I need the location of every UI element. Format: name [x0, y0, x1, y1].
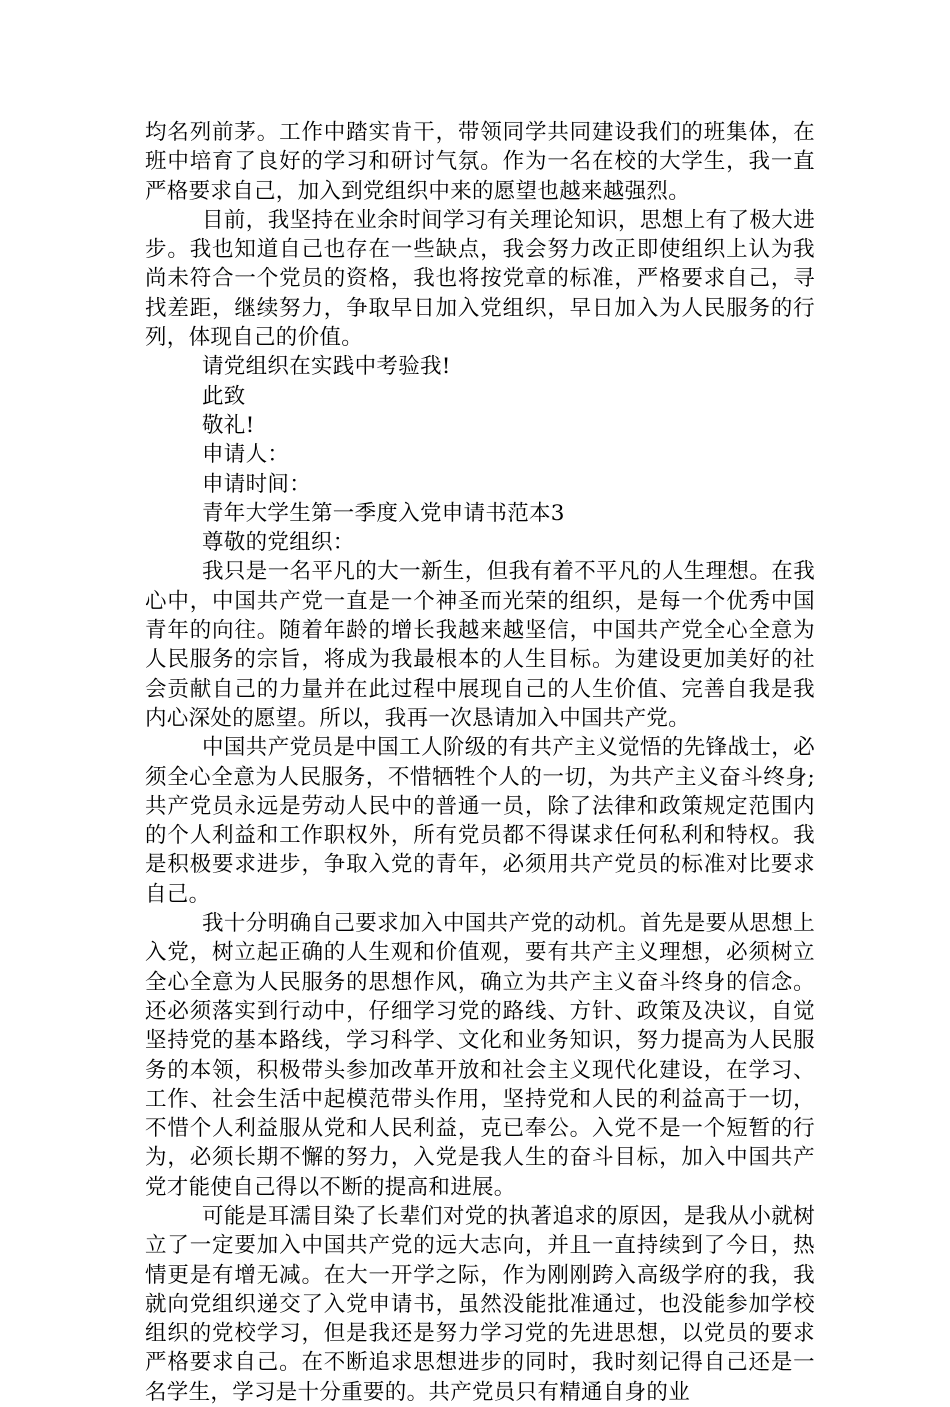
greeting: 尊敬的党组织： — [202, 530, 355, 556]
paragraph-ideal: 我只是一名平凡的大一新生，但我有着不平凡的人生理想。在我心中，中国共产党一直是一个神圣而光荣的组织，是每一个优秀中国青年的向往。随着年龄的增长我越来越坚信，中国共产党全心全意为人民服务的宗旨，将成为我最根本的人生目标。为建设更加美好的社会贡献自己的力量并在此过程中展现自己的人生价值、完善自我是我内心深处的愿望。所以，我再一次恳请加入中国共产党。 — [145, 559, 815, 731]
paragraph-continuation: 均名列前茅。工作中踏实肯干，带领同学共同建设我们的班集体，在班中培育了良好的学习和研讨气氛。作为一名在校的大学生，我一直严格要求自己，加入到党组织中来的愿望也越来越强烈。 — [145, 120, 815, 204]
application-date-label: 申请时间： — [202, 471, 312, 497]
applicant-label: 申请人： — [202, 442, 290, 468]
closing-respect: 敬礼! — [202, 412, 255, 438]
paragraph-study-progress: 目前，我坚持在业余时间学习有关理论知识，思想上有了极大进步。我也知道自己也存在一些缺点，我会努力改正即使组织上认为我尚未符合一个党员的资格，我也将按党章的标准，严格要求自己，寻找差距，继续努力，争取早日加入党组织，早日加入为人民服务的行列，体现自己的价值。 — [145, 207, 815, 351]
closing-salutation: 此致 — [202, 383, 246, 409]
section-title: 青年大学生第一季度入党申请书范本3 — [202, 500, 565, 526]
paragraph-party-member: 中国共产党员是中国工人阶级的有共产主义觉悟的先锋战士，必须全心全意为人民服务，不惜牺牲个人的一切，为共产主义奋斗终身;共产党员永远是劳动人民中的普通一员，除了法律和政策规定范围内的个人利益和工作职权外，所有党员都不得谋求任何私利和特权。我是积极要求进步，争取入党的青年，必须用共产党员的标准对比要求自己。 — [145, 735, 815, 907]
document-page — [145, 118, 815, 1407]
paragraph-request-test: 请党组织在实践中考验我! — [202, 354, 451, 380]
paragraph-aspiration: 可能是耳濡目染了长辈们对党的执著追求的原因，是我从小就树立了一定要加入中国共产党的远大志向，并且一直持续到了今日，热情更是有增无减。在大一开学之际，作为刚刚跨入高级学府的我，我就向党组织递交了入党申请书，虽然没能批准通过，也没能参加学校组织的党校学习，但是我还是努力学习党的先进思想，以党员的要求严格要求自己。在不断追求思想进步的同时，我时刻记得自己还是一名学生，学习是十分重要的。共产党员只有精通自身的业 — [145, 1203, 815, 1405]
paragraph-motivation: 我十分明确自己要求加入中国共产党的动机。首先是要从思想上入党，树立起正确的人生观和价值观，要有共产主义理想，必须树立全心全意为人民服务的思想作风，确立为共产主义奋斗终身的信念。还必须落实到行动中，仔细学习党的路线、方针、政策及决议，自觉坚持党的基本路线，学习科学、文化和业务知识，努力提高为人民服务的本领，积极带头参加改革开放和社会主义现代化建设，在学习、工作、社会生活中起模范带头作用，坚持党和人民的利益高于一切，不惜个人利益服从党和人民利益，克已奉公。入党不是一个短暂的行为，必须长期不懈的努力，入党是我人生的奋斗目标，加入中国共产党才能使自己得以不断的提高和进展。 — [145, 911, 815, 1200]
